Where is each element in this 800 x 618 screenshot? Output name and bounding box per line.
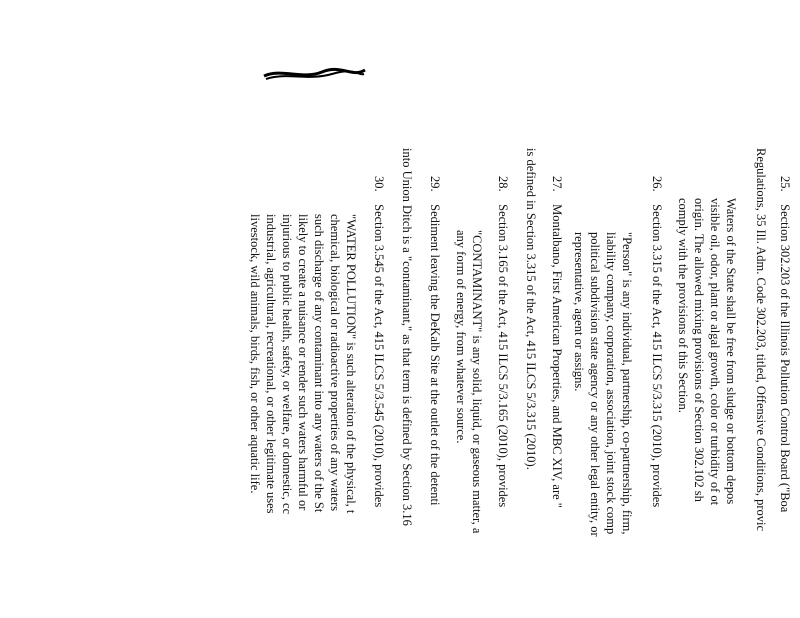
para-30-quote-5: injurious to public health, safety, or welfare, or domestic, cc: [280, 214, 294, 515]
para-26-quote-3: political subdivision state agency or any other legal entity, or: [588, 232, 602, 537]
rotated-text-block: [120, 0, 800, 618]
para-25-quote-1: Waters of the State shall be free from sludge or bottom depos: [724, 198, 738, 505]
para-30-quote-2: chemical, biological or radioactive properties of any waters: [328, 214, 342, 512]
para-26-quote-4: representative, agent or assigns.: [572, 232, 586, 392]
para-25-quote-4: comply with the provisions of this Section.: [676, 198, 690, 413]
para-30-quote-7: livestock, wild animals, birds, fish, or other aquatic life.: [248, 214, 262, 494]
para-28: 28. Section 3.165 of the Act, 415 ILCS 5/3.165 (2010), provides: [496, 176, 510, 508]
para-30-quote-3: such discharge of any contaminant into any waters of the St: [312, 214, 326, 513]
para-30: 30. Section 3.545 of the Act, 415 ILCS 5/3.545 (2010), provides: [372, 176, 386, 508]
para-29: 29. Sediment leaving the DeKalb Site at the outlet of the detenti: [428, 176, 442, 506]
para-26-quote-1: "Person" is any individual, partnership, co-partnership, firm,: [620, 232, 634, 535]
para-26-quote-2: liability company, corporation, association, joint stock comp: [604, 232, 618, 535]
para-30-quote-4: likely to create a nuisance or render such waters harmful or: [296, 214, 310, 511]
para-25-quote-3: origin. The allowed mixing provisions of Section 302.102 sh: [692, 198, 706, 502]
para-30-quote-1: "WATER POLLUTION" is such alteration of the physical, t: [344, 214, 358, 514]
para-28-quote-2: any form of energy, from whatever source.: [454, 230, 468, 444]
para-29-line2: into Union Ditch is a "contaminant," as that term is defined by Section 3.16: [400, 148, 414, 526]
para-28-quote-1: "CONTAMINANT" is any solid, liquid, or gaseous matter, a: [470, 230, 484, 534]
para-25: 25. Section 302.203 of the Illinois Pollution Control Board ("Boa: [778, 176, 792, 513]
para-25-line2: Regulations, 35 Ill. Adm. Code 302.203, titled, Offensive Conditions, provic: [754, 148, 768, 532]
para-30-quote-6: industrial, agricultural, recreational, or other legitimate uses: [264, 214, 278, 514]
para-26: 26. Section 3.315 of the Act, 415 ILCS 5/3.315 (2010), provides: [650, 176, 664, 508]
para-27-line2: is defined in Section 3.315 of the Act, 415 ILCS 5/3.315 (2010).: [524, 148, 538, 470]
para-25-quote-2: visible oil, odor, plant or algal growth, color or turbidity of ot: [708, 198, 722, 506]
para-27: 27. Montalbano, First American Properties, and MBC XIV, are ": [550, 176, 564, 508]
